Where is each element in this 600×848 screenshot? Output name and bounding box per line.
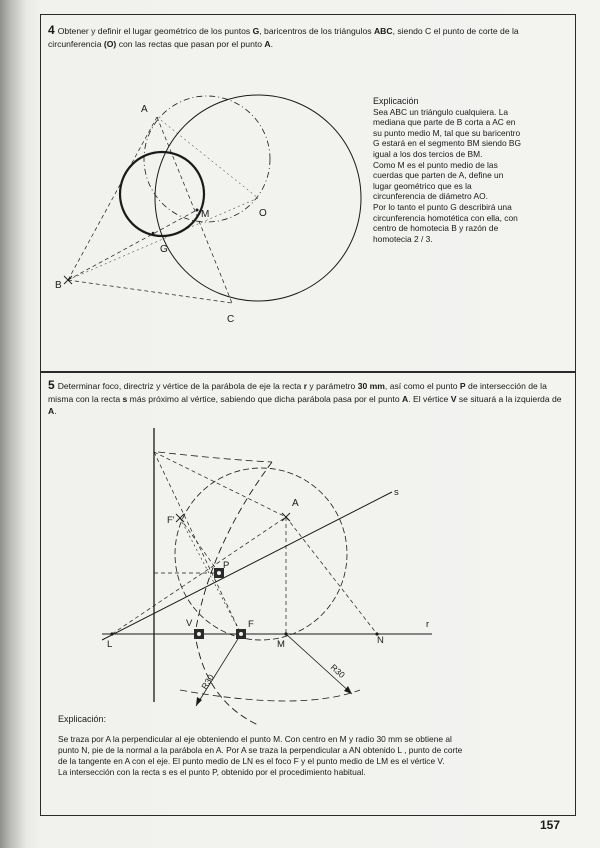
- arrow-r30-m: [344, 686, 352, 694]
- explanation-line: de la tangente en A con el eje. El punto medio de LN es el foco F y el punto medio de LM es el vértice V.: [58, 756, 445, 766]
- line-fp-p: [180, 518, 219, 573]
- label-o: O: [259, 208, 267, 219]
- label-b: B: [55, 280, 62, 291]
- label-g: G: [160, 244, 168, 255]
- label-r30-b: R30: [328, 662, 347, 680]
- explanation-line: Como M es el punto medio de las: [373, 159, 498, 170]
- problem-5-explanation-title: Explicación:: [58, 714, 107, 724]
- problem-5-number: 5: [48, 378, 55, 392]
- label-r30-a: R30: [199, 672, 216, 692]
- explanation-line: circunferencia homotética con ella, con: [373, 212, 518, 223]
- point-v-mark: [194, 629, 204, 639]
- label-f: F: [248, 619, 254, 630]
- line-s: [102, 492, 392, 640]
- radius-r30-m: [286, 634, 352, 694]
- explanation-line: circunferencia de diámetro AO.: [373, 191, 488, 202]
- label-fp: F': [167, 515, 175, 526]
- tangent-a-l: [112, 517, 286, 634]
- point-f-mark: [236, 629, 246, 639]
- label-m: M: [201, 209, 210, 220]
- explanation-line: Por lo tanto el punto G describirá una: [373, 201, 512, 212]
- label-s: s: [394, 487, 399, 498]
- problem-4-number: 4: [48, 23, 55, 37]
- explanation-line: punto N, pie de la normal a la parábola en A. Por A se traza la perpendicular a AN obtenido L , punto de corte: [58, 744, 463, 755]
- explanation-line: lugar geométrico que es la: [373, 180, 472, 191]
- label-m5: M: [277, 639, 285, 650]
- problem-4-statement: 4 Obtener y definir el lugar geométrico de los puntos G, baricentros de los triángulos ABC, siendo C el punto de corte de la circunferencia (O) con las rectas que pasan por el punto A.: [48, 23, 519, 49]
- explanation-line: La intersección con la recta s es el punto P, obtenido por el procedimiento habitual.: [58, 767, 366, 778]
- line-fp-f: [180, 518, 241, 634]
- point-l: [110, 632, 113, 635]
- explanation-line: Se traza por A la perpendicular al eje obteniendo el punto M. Con centro en M y radio 30 mm se obtiene al: [58, 733, 452, 744]
- construction-circle: [175, 468, 347, 640]
- label-a: A: [141, 104, 148, 115]
- label-n: N: [377, 635, 384, 646]
- explanation-line: cuerdas que parten de A, define un: [373, 170, 504, 181]
- explanation-line: Sea ABC un triángulo cualquiera. La: [373, 106, 509, 117]
- page-number: 157: [540, 818, 561, 832]
- explanation-line: mediana que parte de B corta a AC en: [373, 117, 516, 128]
- explanation-line: centro de homotecia B y razón de: [373, 223, 499, 234]
- label-v: V: [186, 618, 193, 629]
- label-a5: A: [292, 498, 299, 509]
- problem-5-explanation: [58, 714, 558, 778]
- label-r: r: [426, 619, 430, 630]
- explanation-line: igual a los dos tercios de BM.: [373, 148, 483, 159]
- explanation-line: G estará en el segmento BM siendo BG: [373, 138, 522, 149]
- explanation-line: homotecia 2 / 3.: [373, 233, 433, 244]
- label-p: P: [223, 560, 230, 571]
- normal-a-n: [286, 517, 377, 634]
- radius-r30-f: [196, 634, 241, 706]
- explanation-line: su punto medio M, tal que su baricentro: [373, 127, 521, 138]
- label-l: L: [107, 639, 113, 650]
- point-m5: [284, 632, 287, 635]
- label-c: C: [227, 314, 235, 325]
- problem-4-explanation-title: Explicación: [373, 96, 419, 106]
- line-dir-a: [154, 452, 286, 517]
- problem-5-statement: 5 Determinar foco, directriz y vértice de la parábola de eje la recta r y parámetro 30 mm, así como el punto P de intersección de la misma con la recta s más próximo al vértice, sabiendo que dicha parábola pasa por el punto A. El vértice V se situará a la izquierda de A.: [48, 378, 562, 416]
- arc-upper: [158, 452, 272, 462]
